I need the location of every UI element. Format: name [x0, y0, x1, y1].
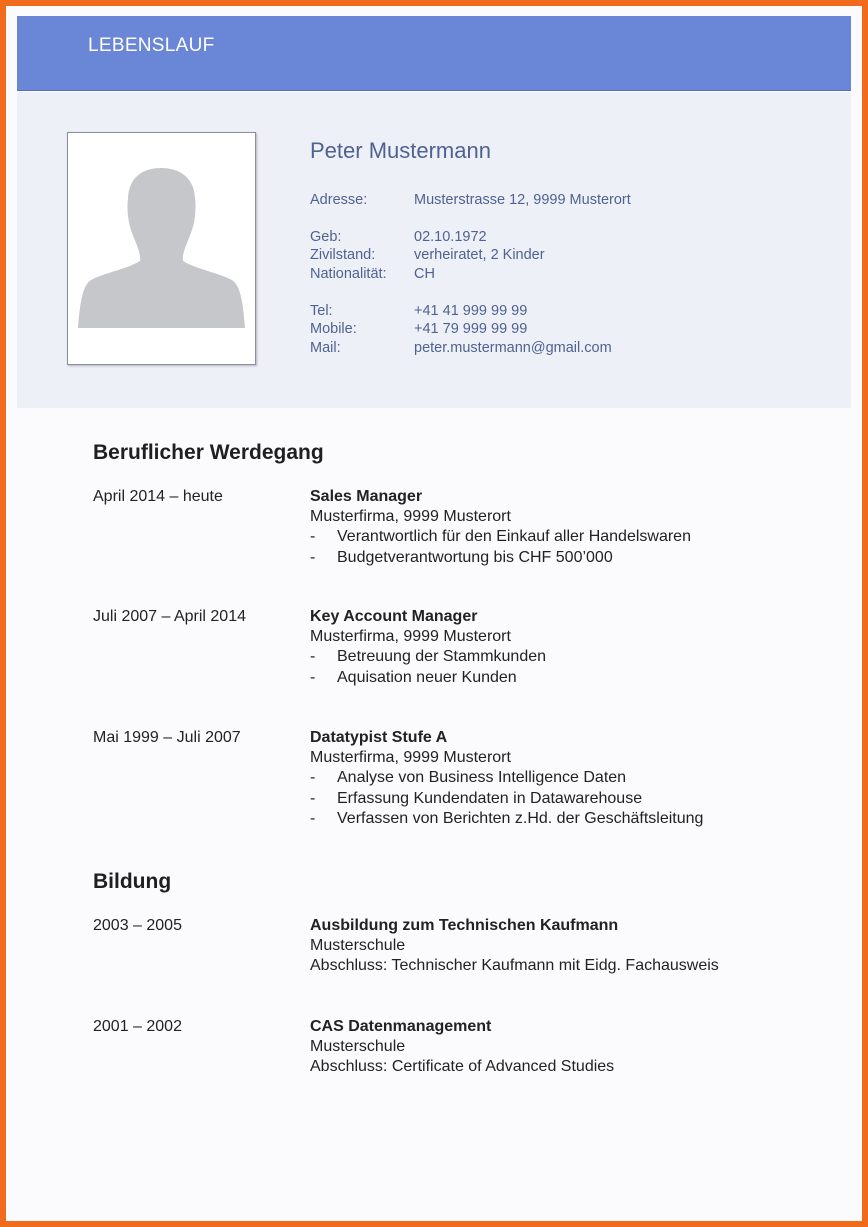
person-silhouette-icon: [77, 143, 246, 343]
list-item: - Aquisation neuer Kunden: [310, 668, 517, 686]
list-item: - Verantwortlich für den Einkauf aller Handelswaren: [310, 528, 691, 546]
field-value: +41 41 999 99 99: [414, 303, 528, 319]
school: Musterschule: [310, 937, 406, 955]
job-title: Sales Manager: [310, 488, 423, 505]
entry-date: Juli 2007 – April 2014: [93, 608, 246, 625]
profile-photo-placeholder: [67, 132, 256, 365]
field-value: +41 79 999 99 99: [414, 321, 528, 338]
list-item: - Budgetverantwortung bis CHF 500’000: [310, 548, 613, 566]
employer: Musterfirma, 9999 Musterort: [310, 508, 511, 526]
entry-date: Mai 1999 – Juli 2007: [93, 729, 241, 746]
list-item: - Analyse von Business Intelligence Daten: [310, 769, 627, 787]
bullet-list: [310, 647, 546, 687]
field-label: Zivilstand:: [310, 247, 376, 264]
career-heading: Beruflicher Werdegang: [93, 441, 324, 464]
field-label: Mail:: [310, 339, 341, 356]
document-title: LEBENSLAUF: [88, 35, 215, 56]
bullet-list: [310, 768, 703, 829]
email-value: peter.mustermann@gmail.com: [414, 339, 612, 356]
entry-date: 2003 – 2005: [93, 917, 182, 934]
employer: Musterfirma, 9999 Musterort: [310, 749, 511, 767]
degree-title: Ausbildung zum Technischen Kaufmann: [310, 917, 619, 934]
employer: Musterfirma, 9999 Musterort: [310, 628, 511, 646]
field-value: verheiratet, 2 Kinder: [414, 247, 545, 264]
degree-title: CAS Datenmanagement: [310, 1018, 492, 1035]
entry-date: 2001 – 2002: [93, 1018, 182, 1035]
degree-result: Abschluss: Technischer Kaufmann mit Eidg. Fachausweis: [310, 957, 719, 975]
field-value: Musterstrasse 12, 9999 Musterort: [414, 192, 631, 208]
school: Musterschule: [310, 1038, 406, 1056]
field-label: Mobile:: [310, 321, 357, 338]
degree-result: Abschluss: Certificate of Advanced Studies: [310, 1058, 615, 1076]
education-heading: Bildung: [93, 870, 172, 893]
header-banner: [17, 16, 851, 91]
bullet-list: [310, 527, 691, 567]
list-item: - Verfassen von Berichten z.Hd. der Geschäftsleitung: [310, 809, 704, 827]
list-item: - Betreuung der Stammkunden: [310, 648, 547, 666]
list-item: - Erfassung Kundendaten in Datawarehouse: [310, 789, 643, 807]
field-label: Adresse:: [310, 192, 368, 208]
field-label: Tel:: [310, 303, 333, 319]
field-label: Nationalität:: [310, 265, 387, 282]
entry-date: April 2014 – heute: [93, 488, 223, 505]
job-title: Datatypist Stufe A: [310, 729, 448, 746]
job-title: Key Account Manager: [310, 608, 478, 625]
field-value: 02.10.1972: [414, 229, 487, 245]
person-name: Peter Mustermann: [310, 138, 491, 163]
field-label: Geb:: [310, 229, 342, 245]
field-value: CH: [414, 265, 435, 282]
